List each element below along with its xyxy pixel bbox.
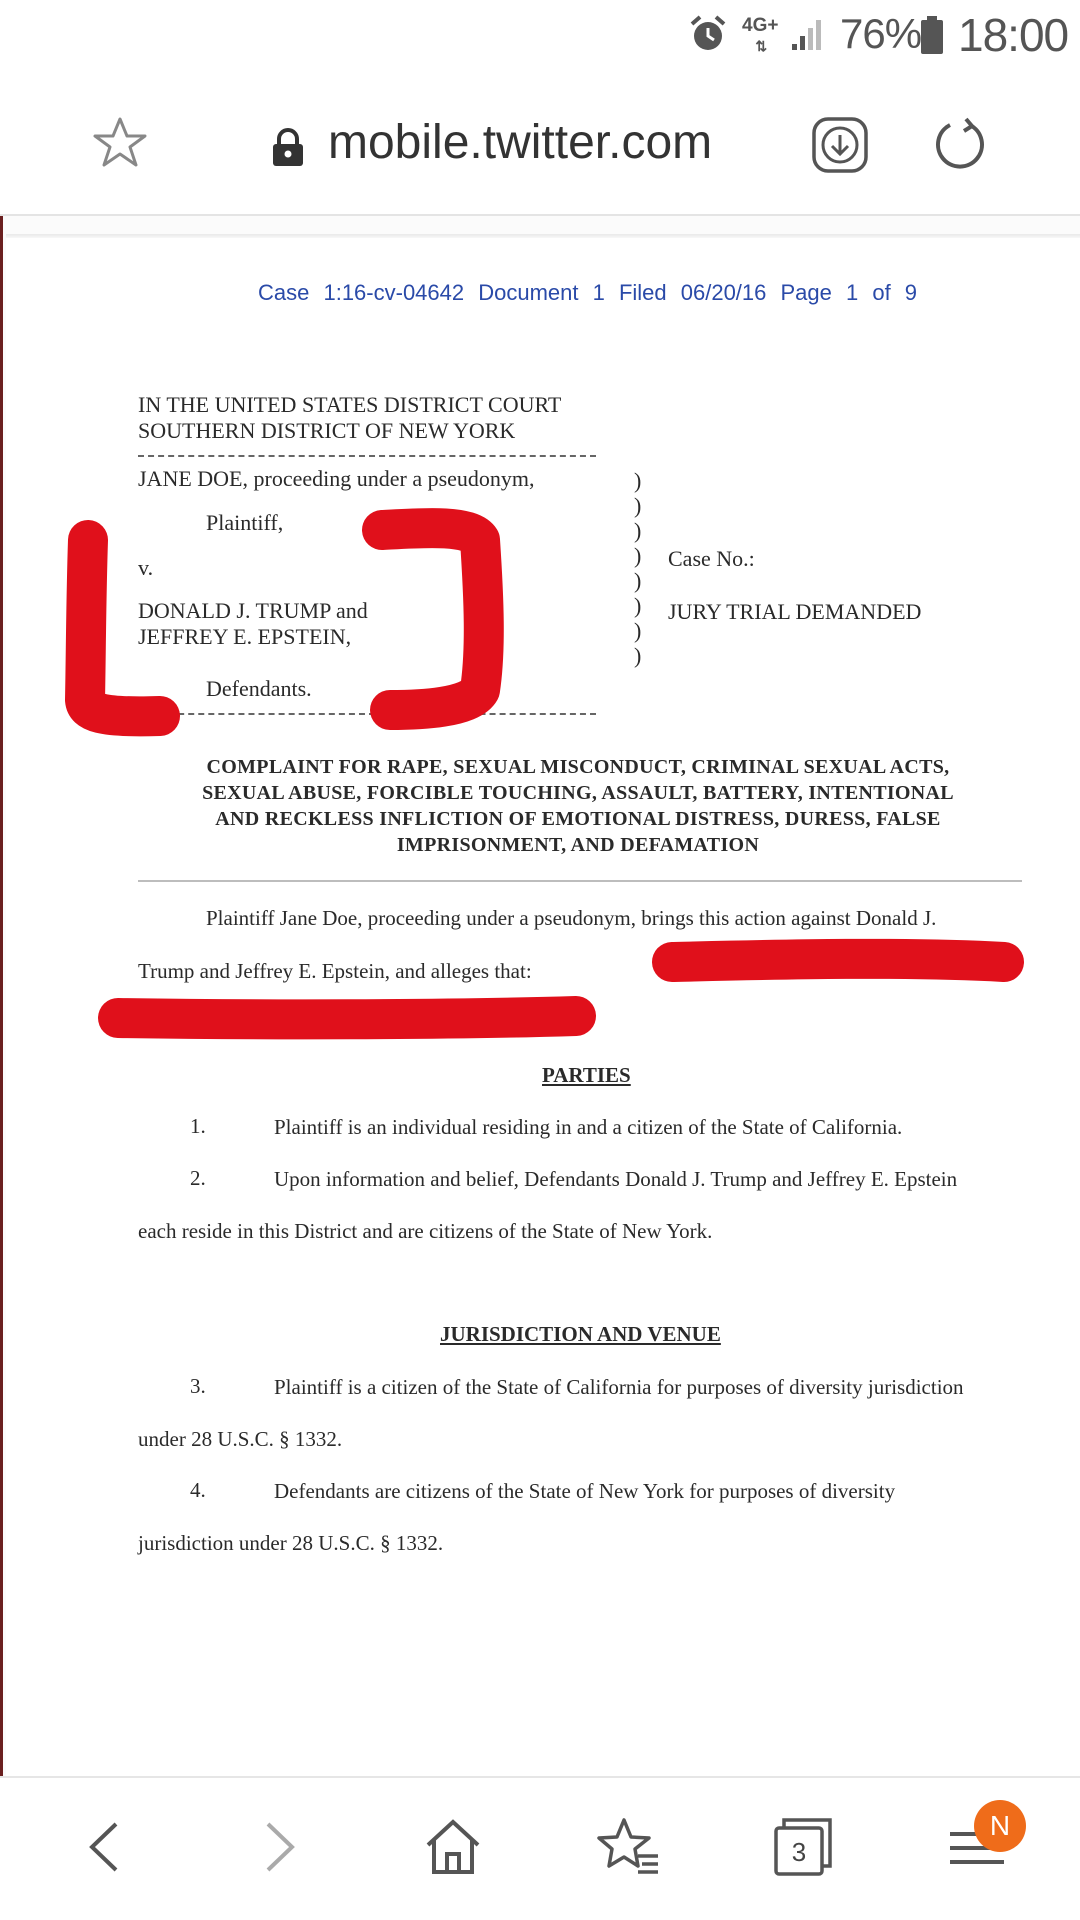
star-icon[interactable] (92, 115, 148, 171)
parties-heading: PARTIES (542, 1063, 631, 1087)
menu-notification-badge: N (974, 1800, 1026, 1852)
versus-label: v. (138, 555, 154, 580)
court-line-2: SOUTHERN DISTRICT OF NEW YORK (138, 418, 516, 443)
tab-count: 3 (791, 1837, 807, 1867)
paragraph-2-cont: each reside in this District and are citizens of the State of New York. (138, 1219, 713, 1243)
court-line-1: IN THE UNITED STATES DISTRICT COURT (138, 392, 562, 417)
paragraph-number: 4. (190, 1478, 206, 1502)
forward-icon[interactable] (244, 1812, 314, 1882)
battery-icon (921, 16, 943, 54)
intro-line-1: Plaintiff Jane Doe, proceeding under a pseudonym, brings this action against Donald J. (206, 906, 937, 930)
url-field[interactable]: mobile.twitter.com (328, 116, 713, 169)
paragraph-number: 3. (190, 1374, 206, 1398)
case-number-label: Case No.: (668, 546, 755, 571)
case-header: Case 1:16-cv-04642 Document 1 Filed 06/20/16 Page 1 of 9 (258, 280, 918, 305)
download-icon[interactable] (810, 115, 870, 175)
title-divider (138, 880, 1022, 882)
network-type (742, 16, 778, 56)
jurisdiction-heading: JURISDICTION AND VENUE (440, 1322, 721, 1346)
clock: 18:00 (958, 9, 1069, 61)
signal-icon (790, 16, 826, 52)
bookmarks-icon[interactable] (594, 1812, 664, 1882)
lock-icon (270, 127, 306, 167)
paragraph-3: Plaintiff is a citizen of the State of California for purposes of diversity jurisdiction (274, 1375, 964, 1399)
paragraph-3-cont: under 28 U.S.C. § 1332. (138, 1427, 343, 1451)
plaintiff-label: Plaintiff, (206, 510, 284, 535)
title-line: COMPLAINT FOR RAPE, SEXUAL MISCONDUCT, CRIMINAL SEXUAL ACTS, (206, 756, 950, 778)
battery-percent: 76% (840, 10, 922, 57)
bottom-nav (0, 1776, 1080, 1920)
reload-icon[interactable] (930, 115, 990, 175)
caption-divider-bottom (138, 713, 596, 715)
paragraph-2: Upon information and belief, Defendants Donald J. Trump and Jeffrey E. Epstein (274, 1167, 958, 1191)
back-icon[interactable] (70, 1812, 140, 1882)
tabs-button[interactable] (768, 1812, 838, 1882)
intro-line-2: Trump and Jeffrey E. Epstein, and alleges that: (138, 959, 532, 983)
defendants-label: Defendants. (206, 676, 312, 701)
paragraph-4: Defendants are citizens of the State of New York for purposes of diversity (274, 1479, 896, 1503)
caption-divider-top (138, 455, 596, 457)
caption-parens: ) ) ) ) ) ) ) ) (634, 468, 642, 668)
title-line: SEXUAL ABUSE, FORCIBLE TOUCHING, ASSAULT, BATTERY, INTENTIONAL (202, 782, 954, 804)
data-arrows-icon: ⇅ (755, 38, 766, 54)
plaintiff-name: JANE DOE, proceeding under a pseudonym, (138, 466, 535, 491)
complaint-title (138, 754, 1018, 858)
title-line: IMPRISONMENT, AND DEFAMATION (396, 834, 760, 856)
paragraph-1: Plaintiff is an individual residing in and a citizen of the State of California. (274, 1115, 903, 1139)
paragraph-4-cont: jurisdiction under 28 U.S.C. § 1332. (138, 1531, 444, 1555)
court-name (138, 392, 561, 444)
defendant-line-1: DONALD J. TRUMP and (138, 598, 368, 623)
status-bar (0, 0, 1080, 72)
alarm-icon (688, 14, 728, 54)
title-line: AND RECKLESS INFLICTION OF EMOTIONAL DISTRESS, DURESS, FALSE (215, 808, 941, 830)
jury-trial-label: JURY TRIAL DEMANDED (668, 599, 922, 624)
paragraph-number: 1. (190, 1114, 206, 1138)
defendant-line-2: JEFFREY E. EPSTEIN, (138, 624, 352, 649)
network-label: 4G+ (742, 15, 779, 36)
paragraph-number: 2. (190, 1166, 206, 1190)
home-icon[interactable] (418, 1812, 488, 1882)
url-bar (0, 95, 1080, 195)
